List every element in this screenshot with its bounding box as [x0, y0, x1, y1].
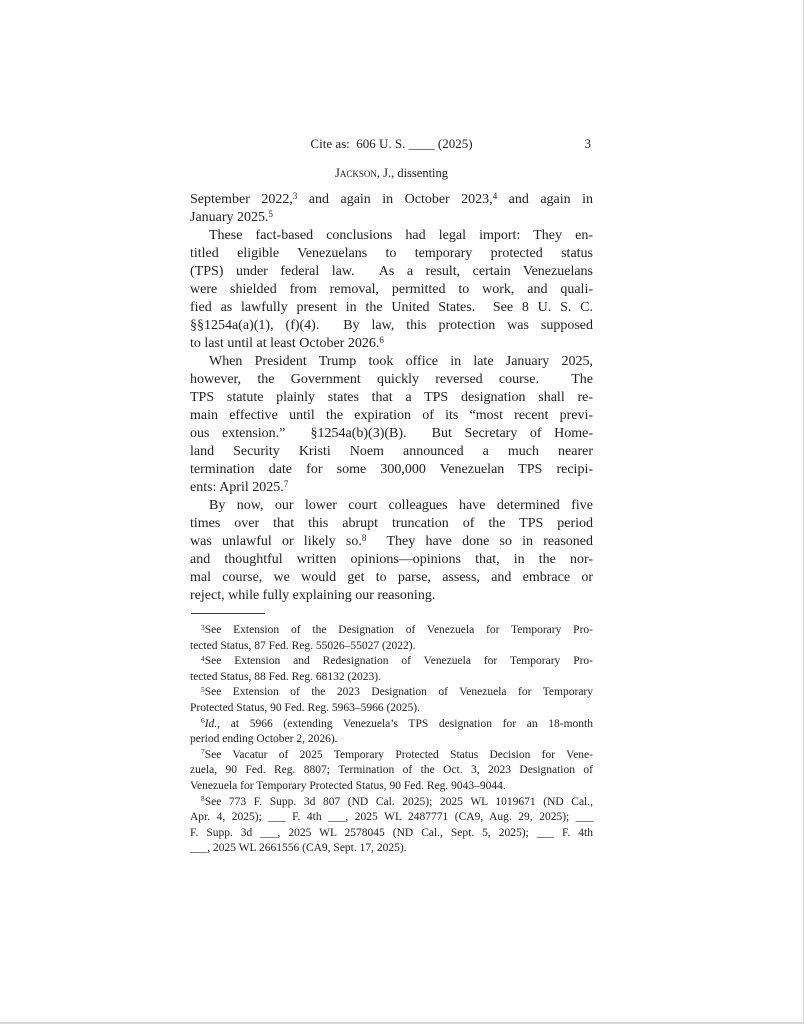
body-line: By now, our lower court colleagues have determined five: [209, 498, 593, 513]
footnote-line: Apr. 4, 2025); ___ F. 4th ___, 2025 WL 2487771 (CA9, Aug. 29, 2025); ___: [190, 811, 593, 824]
body-line: (TPS) under federal law. As a result, certain Venezuelans: [190, 264, 593, 279]
body-paragraph: [190, 353, 593, 497]
body-line: These fact-based conclusions had legal import: They en-: [209, 228, 593, 243]
footnote-line: $^7$See Vacatur of 2025 Temporary Protected Status Decision for Vene-: [201, 747, 593, 761]
footnote-line: tected Status, 88 Fed. Reg. 68132 (2023).: [190, 670, 382, 683]
footnote-line: tected Status, 87 Fed. Reg. 55026–55027 (2022).: [190, 639, 416, 652]
body-line: main effective until the expiration of its “most recent previ-: [190, 408, 593, 423]
body-line: and thoughtful written opinions—opinions that, in the nor-: [190, 552, 593, 567]
page-number: 3: [584, 136, 591, 151]
footnote: [190, 748, 593, 795]
footnote-line: $^3$See Extension of the Designation of Venezuela for Temporary Pro-: [201, 622, 593, 636]
footnote-line: period ending October 2, 2026).: [190, 733, 338, 746]
body-line: however, the Government quickly reversed course. The: [190, 372, 593, 387]
footnote: [190, 623, 593, 654]
opinion-byline: [190, 166, 593, 181]
footnote: [190, 795, 593, 857]
footnote-line: Protected Status, 90 Fed. Reg. 5963–5966 (2025).: [190, 701, 420, 714]
footnote-line: zuela, 90 Fed. Reg. 8807; Termination of the Oct. 3, 2023 Designation of: [190, 764, 593, 777]
body-line: TPS statute plainly states that a TPS designation shall re-: [190, 390, 593, 405]
body-line: land Security Kristi Noem announced a much nearer: [190, 444, 593, 459]
footnote: [190, 685, 593, 716]
body-line: §§1254a(a)(1), (f)(4). By law, this protection was supposed: [190, 318, 593, 333]
running-head: [190, 136, 593, 152]
justice-name: Jackson: [334, 166, 377, 180]
body-line: January 2025.$^5$: [190, 208, 274, 225]
body-line: were shielded from removal, permitted to work, and quali-: [190, 282, 593, 297]
footnote: [190, 654, 593, 685]
footnote-line: $^8$See 773 F. Supp. 3d 807 (ND Cal. 2025); 2025 WL 1019671 (ND Cal.,: [201, 794, 593, 808]
body-paragraph: [190, 191, 593, 227]
body-line: times over that this abrupt truncation of the TPS period: [190, 516, 593, 531]
footnote-separator: [191, 613, 265, 614]
footnotes: [190, 623, 593, 857]
opinion-content: [190, 191, 593, 857]
footnote-line: Venezuela for Temporary Protected Status, 90 Fed. Reg. 9043–9044.: [190, 779, 506, 792]
body-paragraph: [190, 227, 593, 353]
body-paragraph: [190, 497, 593, 605]
footnote-line: ___, 2025 WL 2661556 (CA9, Sept. 17, 2025).: [190, 842, 407, 855]
body-line: When President Trump took office in late January 2025,: [209, 354, 593, 369]
body-line: reject, while fully explaining our reasoning.: [190, 588, 436, 603]
body-line: mal course, we would get to parse, assess, and embrace or: [190, 570, 593, 585]
byline-suffix: , J., dissenting: [376, 166, 449, 180]
footnote-line: F. Supp. 3d ___, 2025 WL 2578045 (ND Cal., Sept. 5, 2025); ___ F. 4th: [190, 826, 593, 839]
body-line: September 2022,$^3$ and again in October 2023,$^4$ and again in: [190, 190, 593, 207]
body-line: termination date for some 300,000 Venezuelan TPS recipi-: [190, 462, 593, 477]
citation-line: Cite as: 606 U. S. ____ (2025): [310, 136, 473, 151]
opinion-body: [190, 191, 593, 605]
body-line: ous extension.” §1254a(b)(3)(B). But Secretary of Home-: [190, 426, 593, 441]
footnote-line: $^6$Id., at 5966 (extending Venezuela’s TPS designation for an 18-month: [201, 716, 593, 730]
body-line: was unlawful or likely so.$^8$ They have done so in reasoned: [190, 532, 593, 549]
body-line: to last until at least October 2026.$^6$: [190, 334, 384, 351]
body-line: ents: April 2025.$^7$: [190, 478, 289, 495]
body-line: fied as lawfully present in the United States. See 8 U. S. C.: [190, 300, 593, 315]
footnote: [190, 717, 593, 748]
body-line: titled eligible Venezuelans to temporary protected status: [190, 246, 593, 261]
footnote-line: $^4$See Extension and Redesignation of Venezuela for Temporary Pro-: [201, 653, 593, 668]
footnote-line: $^5$See Extension of the 2023 Designation of Venezuela for Temporary: [201, 685, 593, 699]
